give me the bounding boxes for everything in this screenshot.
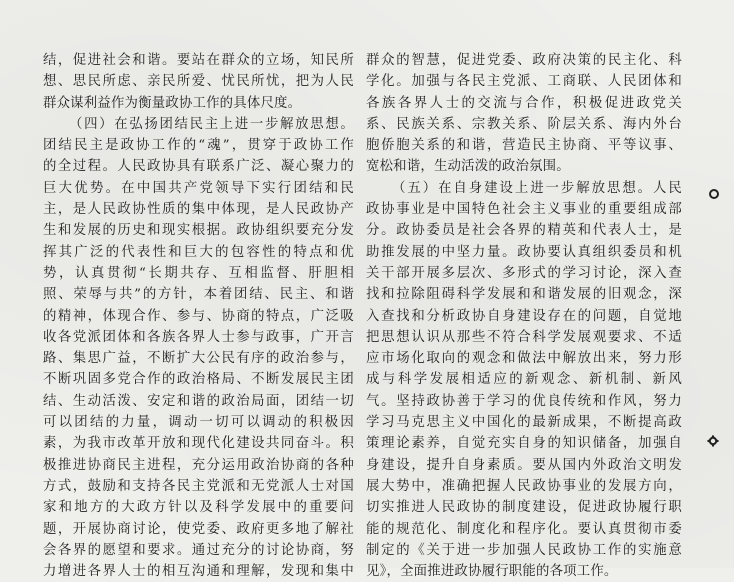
text-line: 团结民主是政协工作的“魂”，贯穿于政协工作 [43,138,354,154]
text-line: 胞侨胞关系的和谐，营造民主协商、平等议事、 [366,138,682,154]
right-text-column [366,50,682,582]
text-line: 挥其广泛的代表性和巨大的包容性的特点和优 [43,244,354,260]
text-line: 身建设，提升自身素质。要从国内外政治文明发 [366,457,682,473]
text-line: 生和发展的历史和现实根据。政协组织要充分发 [43,223,354,239]
text-line: 入查找和分析政协自身建设存在的问题，自觉地 [366,308,682,324]
text-line: 不断巩固多党合作的政治格局、不断发展民主团 [43,372,354,388]
ring-mark-icon [708,188,720,200]
text-line: 见》，全面推进政协履行职能的各项工作。 [366,564,618,580]
text-line: 方式，鼓励和支持各民主党派和无党派人士对国 [43,478,354,494]
text-line: 应市场化取向的观念和做法中解放出来，努力形 [366,351,682,367]
text-line: 结、生动活泼、安定和谐的政治局面，团结一切 [43,393,354,409]
text-line: 会各界的愿望和要求。通过充分的讨论协商，努 [43,542,354,558]
text-line: 系、民族关系、宗教关系、阶层关系、海内外台 [366,116,682,132]
text-line: 的精神，体现合作、参与、协商的特点，广泛吸 [43,308,354,324]
text-line: 素，为我市改革开放和现代化建设共同奋斗。积 [43,436,354,452]
text-line: 想、思民所虑、亲民所爱、忧民所忧，把为人民 [43,74,354,90]
text-line: 势，认真贯彻“长期共存、互相监督、肝胆相 [43,265,354,281]
text-line: 宽松和谐，生动活泼的政治氛围。 [366,159,570,175]
text-line: 策理论素养，自觉充实自身的知识储备，加强自 [366,436,682,452]
text-line: 能的规范化、制度化和程序化。要认真贯彻市委 [366,521,682,537]
text-line: 题，开展协商讨论，使党委、政府更多地了解社 [43,521,354,537]
text-line: 的全过程。人民政协具有联系广泛、凝心聚力的 [43,159,354,175]
text-line: 切实推进人民政协的制度建设，促进政协履行职 [366,500,682,516]
text-line: 群众的智慧，促进党委、政府决策的民主化、科 [366,53,682,68]
text-line: 成与科学发展相适应的新观念、新机制、新风 [366,372,682,388]
text-line: 路、集思广益，不断扩大公民有序的政治参与， [43,351,354,367]
text-line: 学习马克思主义中国化的最新成果，不断提高政 [366,415,682,431]
text-line: 群众谋利益作为衡量政协工作的具体尺度。 [43,95,302,111]
text-line: 找和拉除阻碍科学发展和和谐发展的旧观念，深 [366,287,682,303]
text-line: 学化。加强与各民主党派、工商联、人民团体和 [366,74,682,90]
text-line: 展大势中，准确把握人民政协事业的发展方向， [366,478,682,494]
left-text-column [43,50,354,582]
text-line: 政协事业是中国特色社会主义事业的重要组成部 [366,202,682,218]
text-line: （五）在自身建设上进一步解放思想。人民 [392,180,682,196]
text-line: 巨大优势。在中国共产党领导下实行团结和民 [43,180,354,196]
text-line: 关干部开展多层次、多形式的学习讨论，深入查 [366,265,682,281]
text-line: 家和地方的大政方针以及科学发展中的重要问 [43,500,354,516]
flower-mark-icon [707,435,719,447]
text-line: 照、荣辱与共”的方针，本着团结、民主、和谐 [43,287,354,303]
text-line: 助推发展的中坚力量。政协要认真组织委员和机 [366,244,682,260]
text-line: 制定的《关于进一步加强人民政协工作的实施意 [366,542,682,558]
text-line: 极推进协商民主进程，充分运用政治协商的各种 [43,457,354,473]
text-line: 分。政协委员是社会各界的精英和代表人士，是 [366,223,682,239]
text-line: 气。坚持政协善于学习的优良传统和作风，努力 [366,393,682,409]
text-line: 各族各界人士的交流与合作，积极促进政党关 [366,95,682,111]
text-line: （四）在弘扬团结民主上进一步解放思想。 [69,116,354,132]
text-line: 收各党派团体和各族各界人士参与政事，广开言 [43,329,354,345]
text-line: 主，是人民政协性质的集中体现，是人民政协产 [43,202,354,218]
text-line: 结，促进社会和谐。要站在群众的立场，知民所 [43,53,354,68]
text-line: 把思想认识从那些不符合科学发展观要求、不适 [366,329,682,345]
text-line: 力增进各界人士的相互沟通和理解，发现和集中 [43,564,354,580]
text-line: 可以团结的力量，调动一切可以调动的积极因 [43,415,354,431]
